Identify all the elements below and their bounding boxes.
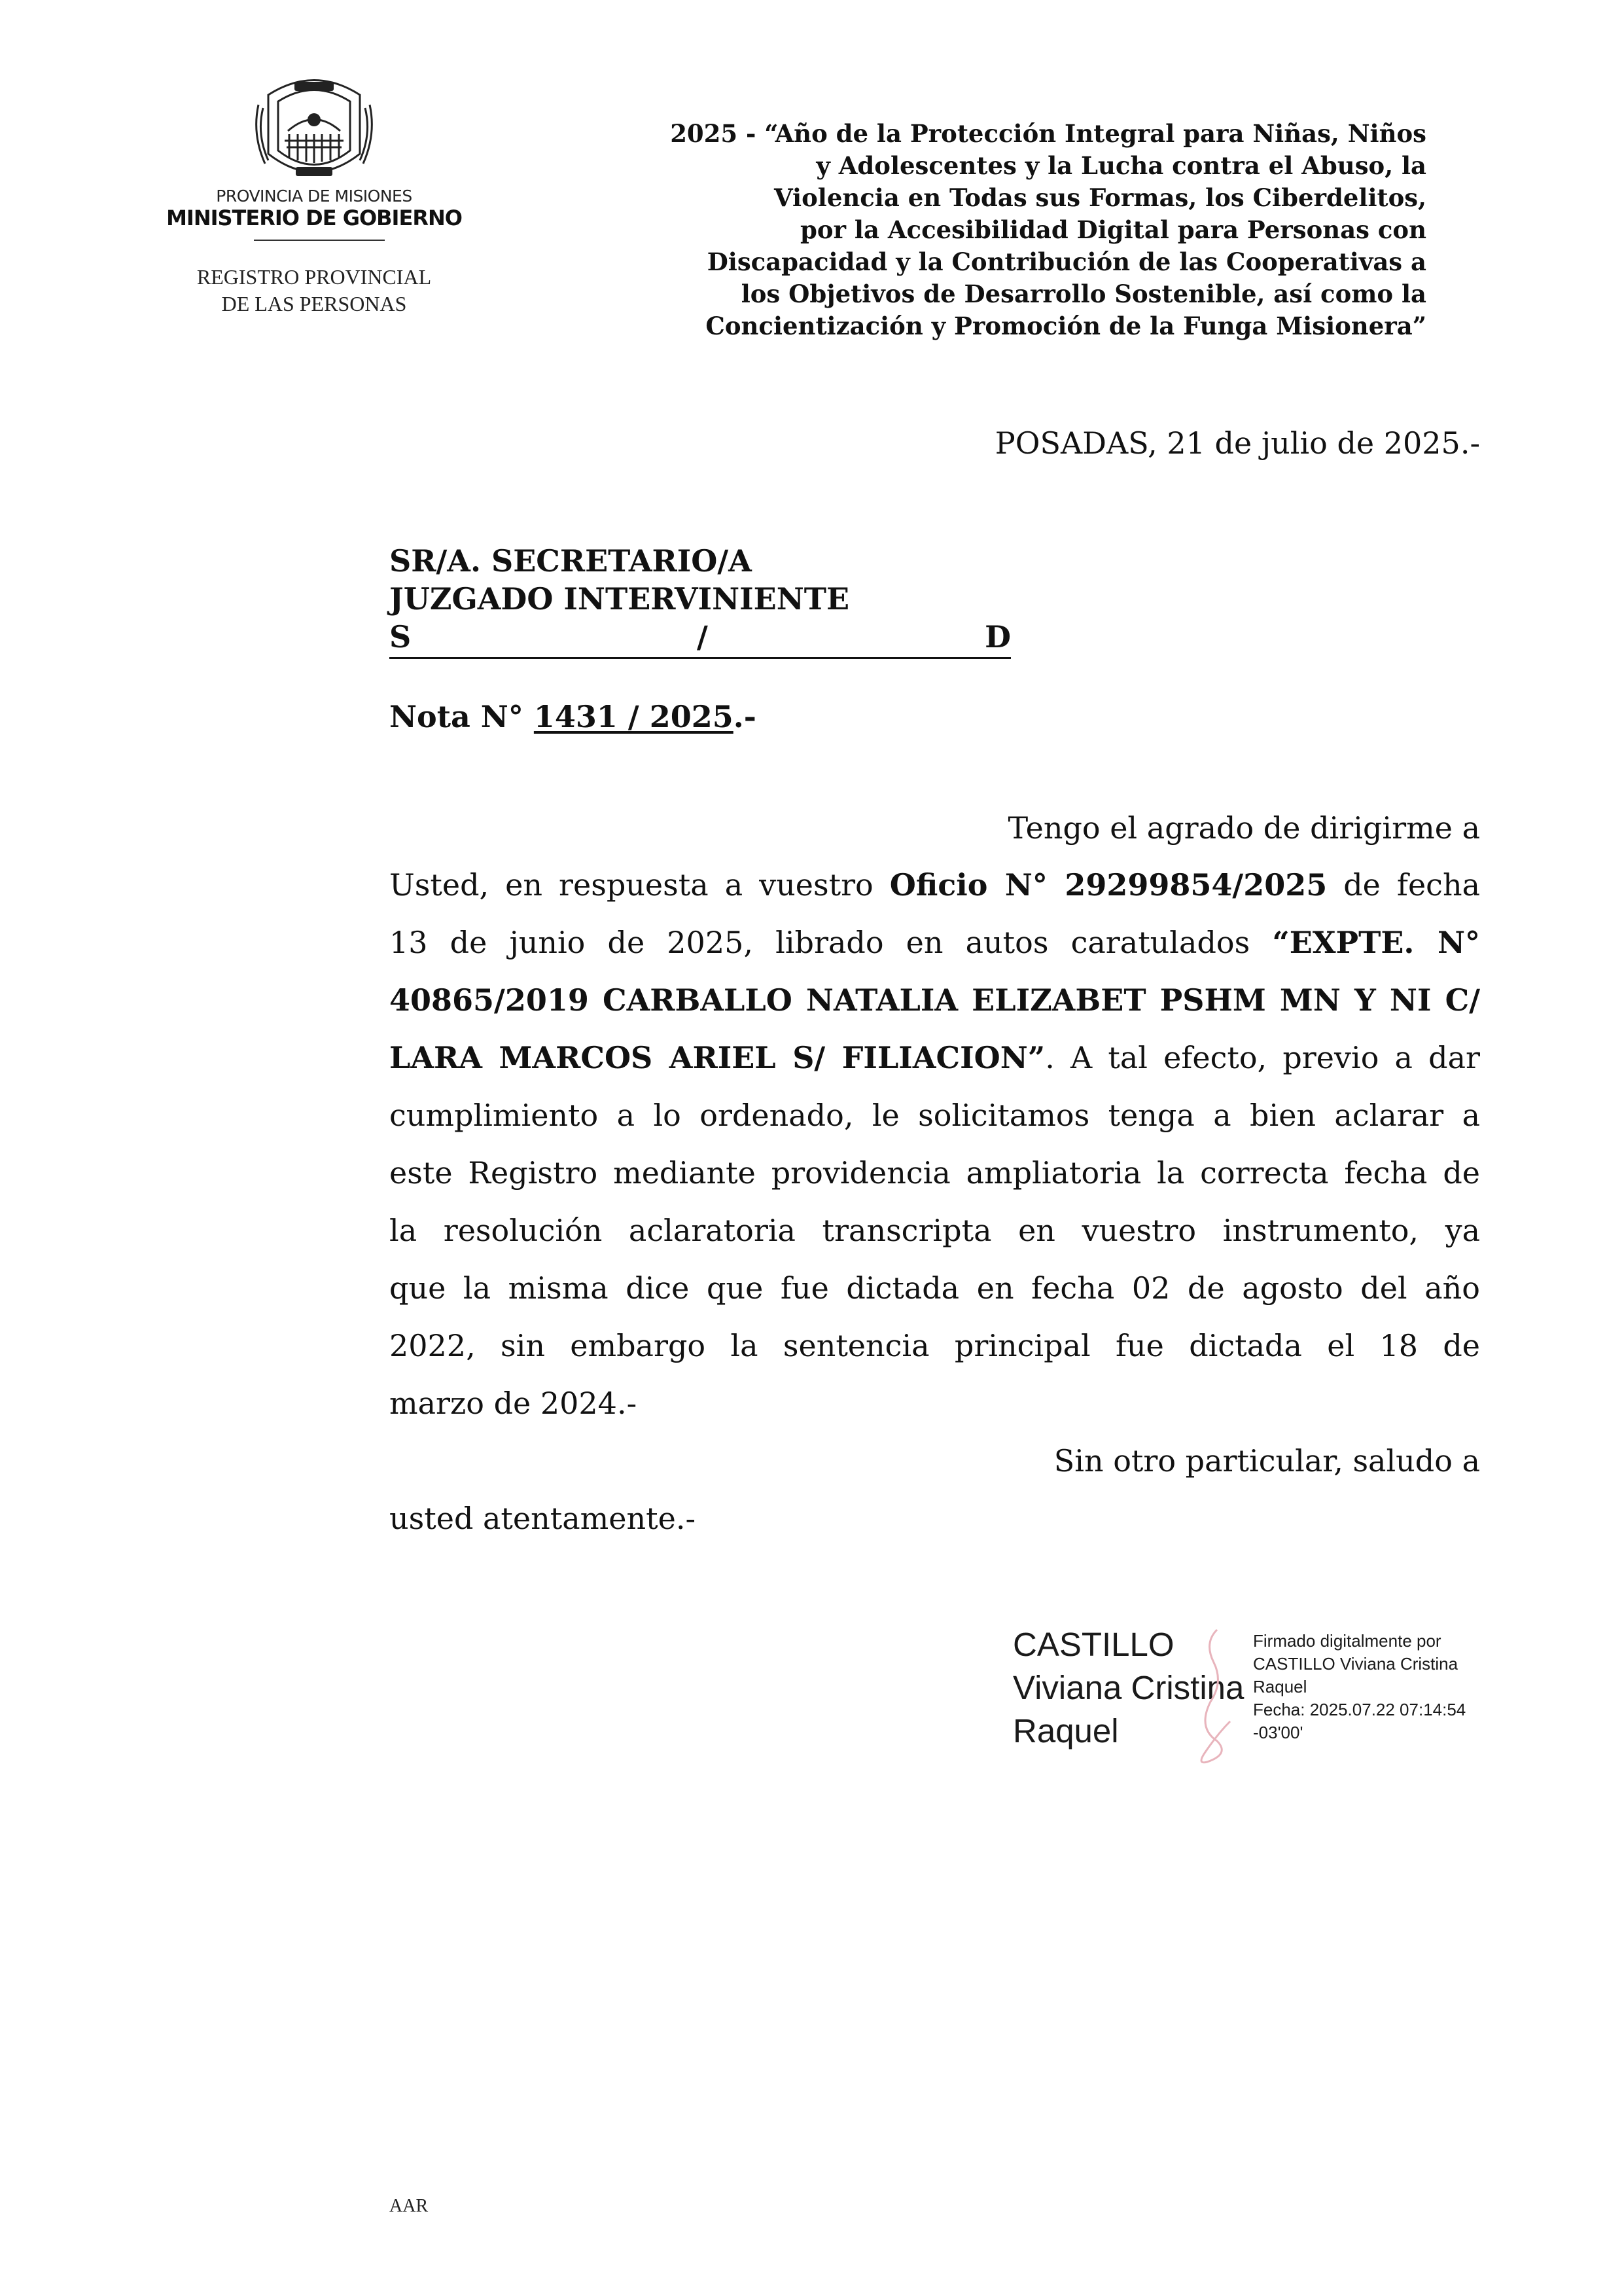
registry-name-line-2: DE LAS PERSONAS [221, 292, 407, 315]
addressee-sd-line [389, 619, 1011, 659]
motto-line: y Adolescentes y la Lucha contra el Abuso, la [816, 151, 1426, 180]
ministry-name: MINISTERIO DE GOBIERNO [166, 206, 462, 230]
note-number [389, 699, 756, 734]
motto-line: Concientización y Promoción de la Funga Misionera” [705, 312, 1426, 340]
body-text: . A tal efecto, previo a dar [1045, 1040, 1480, 1075]
body-line-10: 2022, sin embargo la sentencia principal fue dictada el 18 de [389, 1328, 1480, 1363]
note-prefix: Nota N° [389, 699, 523, 734]
body-line-1: Tengo el agrado de dirigirme a [1008, 810, 1480, 846]
signer-name-line: Raquel [1013, 1712, 1119, 1749]
digital-signature-details [1253, 1630, 1466, 1744]
signature-detail: Firmado digitalmente por [1253, 1631, 1441, 1651]
motto-line: Violencia en Todas sus Formas, los Ciberdelitos, [773, 183, 1426, 212]
closing-line-1: Sin otro particular, saludo a [1053, 1443, 1480, 1479]
letterhead-divider [254, 240, 385, 241]
place-and-date: POSADAS, 21 de julio de 2025.- [995, 425, 1480, 461]
case-reference-end: LARA MARCOS ARIEL S/ FILIACION” [389, 1040, 1046, 1075]
province-seal-icon [249, 69, 380, 190]
case-reference-start: “EXPTE. N° [1272, 925, 1481, 960]
body-line-4: 40865/2019 CARBALLO NATALIA ELIZABET PSHM MN Y NI C/ [389, 982, 1480, 1018]
signer-name-line: Viviana Cristina [1013, 1669, 1244, 1706]
signature-date: Fecha: 2025.07.22 07:14:54 [1253, 1700, 1466, 1719]
signature-detail: Raquel [1253, 1677, 1307, 1696]
registry-name-line-1: REGISTRO PROVINCIAL [196, 265, 432, 289]
author-initials: AAR [389, 2196, 429, 2216]
body-line-9: que la misma dice que fue dictada en fecha 02 de agosto del año [389, 1270, 1480, 1306]
sd-left: S [389, 619, 412, 655]
motto-line: 2025 - “Año de la Protección Integral para Niñas, Niños [670, 119, 1426, 148]
motto-line: los Objetivos de Desarrollo Sostenible, así como la [741, 279, 1426, 308]
note-suffix: .- [733, 699, 756, 734]
body-text: de fecha [1327, 867, 1480, 903]
body-line-3 [389, 925, 1480, 960]
body-text: Usted, en respuesta a vuestro [389, 867, 890, 903]
sd-right: D [985, 619, 1011, 655]
year-motto [609, 118, 1426, 342]
body-line-6: cumplimiento a lo ordenado, le solicitamos tenga a bien aclarar a [389, 1098, 1480, 1133]
sd-slash: / [697, 619, 708, 655]
note-number-value: 1431 / 2025 [533, 699, 733, 734]
signature-detail: CASTILLO Viviana Cristina [1253, 1654, 1458, 1674]
body-line-5 [389, 1040, 1480, 1075]
signature-timezone: -03'00' [1253, 1723, 1303, 1742]
motto-line: Discapacidad y la Contribución de las Cooperativas a [707, 247, 1426, 276]
closing-line-2: usted atentamente.- [389, 1501, 696, 1536]
oficio-reference: Oficio N° 29299854/2025 [889, 867, 1328, 903]
addressee-court: JUZGADO INTERVINIENTE [389, 581, 850, 617]
body-line-7: este Registro mediante providencia ampliatoria la correcta fecha de [389, 1155, 1480, 1191]
province-name: PROVINCIA DE MISIONES [216, 187, 412, 206]
motto-line: por la Accesibilidad Digital para Personas con [800, 215, 1426, 244]
addressee-title: SR/A. SECRETARIO/A [389, 543, 752, 579]
body-line-8: la resolución aclaratoria transcripta en vuestro instrumento, ya [389, 1213, 1480, 1248]
body-line-11: marzo de 2024.- [389, 1386, 637, 1421]
body-text: 13 de junio de 2025, librado en autos caratulados [389, 925, 1273, 960]
body-line-2 [389, 867, 1480, 903]
signer-name-line: CASTILLO [1013, 1626, 1174, 1663]
signature-scribble-icon [1178, 1623, 1256, 1767]
